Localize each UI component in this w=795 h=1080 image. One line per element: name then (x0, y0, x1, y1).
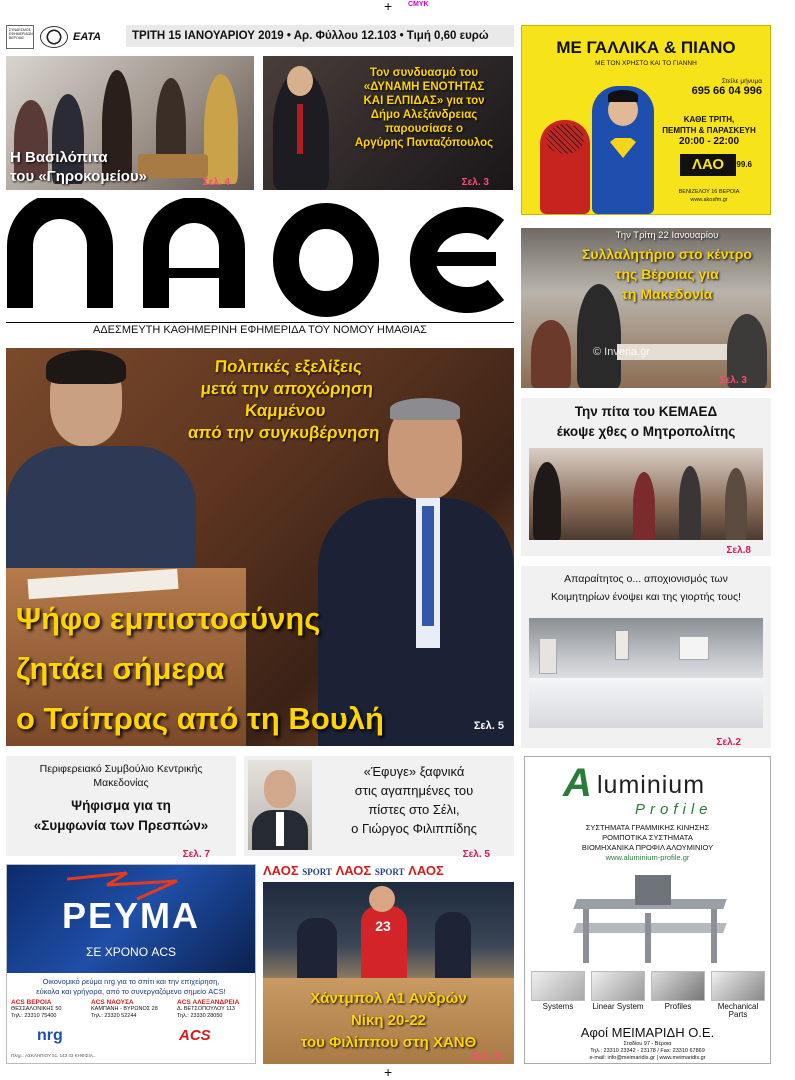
acs-logo: ACS (179, 1027, 211, 1044)
rally-line: Συλλαλητήριο στο κέντρο (582, 246, 752, 262)
schedule-line: ΠΕΜΠΤΗ & ΠΑΡΑΣΚΕΥΗ (662, 126, 756, 135)
photo-kemaed (529, 448, 763, 540)
story-line: «ΔΥΝΑΜΗ ΕΝΟΤΗΤΑΣ (363, 81, 485, 93)
main-headline-line: ζητάει σήμερα (16, 651, 225, 686)
product-label: Mechanical Parts (717, 1002, 759, 1019)
ad-subtitle: ΣΕ ΧΡΟΝΟ ACS (85, 945, 177, 959)
ad-subtitle: ΜΕ ΤΟΝ ΧΡΗΣΤΟ ΚΑΙ ΤΟ ΓΙΑΝΝΗ (595, 60, 697, 67)
banner-sport: SPORT (302, 867, 332, 877)
story-line: Δήμο Αλεξάνδρειας (370, 109, 478, 121)
caption-line-1: Η Βασιλόπιτα (10, 149, 108, 166)
main-kicker-line: μετά την αποχώρηση (199, 379, 374, 398)
superhero-illustration (530, 86, 660, 214)
story-prespes[interactable] (6, 756, 236, 860)
association-logo: ΣΥΝΔΕΣΜΟΣ ΕΦΗΜΕΡΙΔΩΝ ΒΕΡΟΙΑΣ (6, 25, 34, 49)
small-text: ΒΕΝΙΖΕΛΟΥ 16 ΒΕΡΟΙΑ (678, 189, 740, 195)
banner-logo: ΛΑΟΣ (408, 863, 444, 878)
schedule-line: 20:00 - 22:00 (678, 136, 740, 147)
filippidis-line: ο Γιώργος Φιλιππίδης (351, 821, 477, 836)
brand-letter: A (563, 761, 592, 805)
main-headline-line: Ψήφο εμπιστοσύνης (16, 601, 321, 636)
eata-logo: ΕΑΤΑ (73, 31, 102, 43)
ad-french-piano[interactable] (521, 25, 771, 215)
story-kemaed[interactable] (521, 398, 771, 556)
ad-aluminium-profile[interactable] (524, 756, 771, 1064)
photo-filippidis (248, 760, 312, 850)
jersey-number: 23 (375, 918, 391, 934)
registration-mark-top: + (384, 0, 393, 14)
masthead-logo (6, 198, 514, 320)
page-ref: Σελ. 7 (182, 849, 210, 860)
page-ref: Σελ.8 (726, 545, 751, 556)
masthead-subtitle: ΑΔΕΣΜΕΥΤΗ ΚΑΘΗΜΕΡΙΝΗ ΕΦΗΜΕΡΙΔΑ ΤΟΥ ΝΟΜΟΥ ΗΜΑΘΙΑΣ (6, 322, 514, 336)
filippidis-line: στις αγαπημένες του (354, 783, 474, 798)
branch-address: ΘΕΣΣΑΛΟΝΙΚΗΣ 50 (11, 1006, 62, 1012)
story-filippidis[interactable] (244, 756, 514, 860)
schedule-line: ΚΑΘΕ ΤΡΙΤΗ, (683, 115, 735, 124)
company-email[interactable]: e-mail: info@meimaridis.gr | www.meimaridis.gr (589, 1055, 706, 1061)
main-kicker-line: από την συγκυβέρνηση (187, 423, 381, 442)
cemetery-line: Κοιμητηρίων ένοψει και της γιορτής τους! (551, 591, 741, 603)
brand-name: luminium (597, 771, 706, 799)
main-headline-line: ο Τσίπρας από τη Βουλή (16, 701, 384, 736)
company-name: Αφοί ΜΕΙΜΑΡΙΔΗ Ο.Ε. (580, 1025, 715, 1040)
phone-label: Στείλε μήνυμα (721, 78, 762, 85)
story-line: παρουσίασε ο (384, 123, 464, 135)
product-profiles-image (651, 971, 705, 1001)
photo-credit: © Inveria.gr (593, 346, 651, 358)
rally-kicker: Την Τρίτη 22 Ιανουαρίου (615, 230, 719, 241)
branch-phone: Τηλ.: 23320 52244 (91, 1013, 137, 1019)
page-ref: Σελ. 4 (202, 177, 230, 188)
ad-body: Οικονομικό ρεύμα nrg για το σπίτι και την επιχείρηση, (42, 977, 220, 986)
prespes-headline: Ψήφισμα για τη (71, 798, 171, 813)
nrg-logo: nrg (37, 1027, 63, 1044)
company-address: Σταδίου 97 - Βέροια (623, 1041, 672, 1047)
sport-line: του Φιλίππου στη ΧΑΝΘ (300, 1034, 477, 1051)
banner-sport: SPORT (374, 867, 405, 877)
sport-banner (263, 862, 514, 880)
photo-pantazopoulos (263, 56, 513, 190)
small-text: www.akosfm.gr (690, 197, 728, 203)
kemaed-line: έκοψε χθες ο Μητροπολίτης (556, 424, 736, 439)
branch-address: ΚΑΜΠΑΝΗ - ΒΥΡΩΝΟΣ 28 (91, 1006, 158, 1012)
masthead-title (6, 198, 514, 320)
registration-mark-bottom: + (384, 1064, 393, 1080)
station-logo: ΛΑΟ (680, 154, 736, 176)
main-kicker-line: Καμμένου (244, 401, 327, 420)
photo-main-story (6, 348, 514, 746)
product-label: Profiles (664, 1002, 692, 1011)
branch-name: ACS ΑΛΕΞΑΝΔΡΕΙΑ (177, 999, 240, 1006)
main-kicker-line: Πολιτικές εξελίξεις (214, 357, 363, 376)
page-ref: Σελ.2 (716, 737, 741, 748)
banner-logo: ΛΑΟΣ (263, 863, 299, 878)
sport-line: Χάντμπολ Α1 Ανδρών (310, 990, 467, 1007)
filippidis-line: πίστες στο Σέλι, (368, 802, 460, 817)
rally-line: τη Μακεδονία (621, 286, 713, 302)
sport-line: Νίκη 20-22 (350, 1012, 427, 1029)
brand-sub: Profile (635, 801, 713, 818)
photo-rally (521, 228, 771, 388)
product-linear-image (591, 971, 645, 1001)
issue-line: ΤΡΙΤΗ 15 ΙΑΝΟΥΑΡΙΟΥ 2019 • Αρ. Φύλλου 12.103 • Τιμή 0,60 ευρώ (126, 25, 514, 47)
cemetery-line: Απαραίτητος ο... αποχιονισμός των (564, 573, 728, 585)
prespes-headline: «Συμφωνία των Πρεσπών» (33, 818, 209, 833)
page-ref: Σελ. 3 (461, 177, 489, 188)
product-systems-image (531, 971, 585, 1001)
story-sport[interactable] (263, 862, 514, 1064)
branch-phone: Τηλ.: 23330 28050 (177, 1013, 223, 1019)
page-ref: Σελ. 5 (462, 849, 490, 860)
page-ref: Σελ. 3 (719, 375, 747, 386)
product-label: Systems (542, 1002, 574, 1011)
ad-reuma-acs[interactable] (6, 864, 256, 1064)
photo-handball (263, 882, 514, 1064)
photo-cemetery (529, 618, 763, 728)
prespes-kicker: Περιφερειακό Συμβούλιο Κεντρικής (39, 763, 203, 775)
service-line: ΒΙΟΜΗΧΑΝΙΚΑ ΠΡΟΦΙΛ ΑΛΟΥΜΙΝΙΟΥ (581, 843, 714, 852)
caption-line-2: του «Γηροκομείου» (10, 168, 148, 185)
ad-title: ΜΕ ΓΑΛΛΙΚΑ & ΠΙΑΝΟ (556, 38, 736, 57)
branch-phone: Τηλ.: 23310 75400 (11, 1013, 57, 1019)
prespes-kicker: Μακεδονίας (93, 777, 149, 789)
page-ref: Σελ. 5 (473, 720, 504, 732)
phone-number[interactable]: 695 66 04 996 (691, 85, 762, 97)
product-label: Linear System (592, 1002, 644, 1011)
photo-vasilopita (6, 56, 254, 190)
story-line: Τον συνδυασμό του (369, 67, 479, 79)
service-line: ΡΟΜΠΟΤΙΚΑ ΣΥΣΤΗΜΑΤΑ (602, 833, 693, 842)
service-line: ΣΥΣΤΗΜΑΤΑ ΓΡΑΜΜΙΚΗΣ ΚΙΝΗΣΗΣ (585, 823, 710, 832)
rally-line: της Βέροιας για (615, 266, 719, 282)
branch-name: ACS ΒΕΡΟΙΑ (11, 999, 52, 1006)
ad-title: ΡΕΥΜΑ (61, 895, 201, 936)
ad-body: εύκολα και γρήγορα, από το συνεργαζόμενο σημείο ACS! (36, 987, 226, 996)
company-phones: Τηλ.: 23310 23342 - 23178 / Fax: 23310 67869 (590, 1048, 705, 1054)
main-headline (16, 594, 384, 744)
ad-footer: Πληρ.: ΑΣΚΛΗΠΙΟΥ 51, 143 43 ΚΗΦΙΣΙΑ... (11, 1053, 97, 1058)
banner-logo: ΛΑΟΣ (335, 863, 372, 878)
filippidis-line: «Έφυγε» ξαφνικά (363, 764, 465, 779)
page-ref: Σελ. 11 (471, 1051, 504, 1062)
station-frequency: 99.6 (736, 160, 752, 169)
branch-name: ACS ΝΑΟΥΣΑ (91, 999, 134, 1006)
story-line: Αργύρης Πανταζόπουλος (354, 137, 494, 149)
cnc-machine-illustration (565, 869, 735, 965)
kemaed-line: Την πίτα του ΚΕΜΑΕΔ (574, 404, 718, 419)
story-line: ΚΑΙ ΕΛΠΙΔΑΣ» για τον (363, 95, 485, 107)
branch-address: Δ. ΒΕΤΣΟΠΟΥΛΟΥ 113 (177, 1006, 235, 1012)
cmyk-mark: CMYK (408, 1, 429, 8)
website-link[interactable]: www.aluminium-profile.gr (605, 853, 690, 862)
story-cemetery[interactable] (521, 566, 771, 748)
product-mechanical-image (711, 971, 765, 1001)
circular-logo (40, 26, 68, 48)
